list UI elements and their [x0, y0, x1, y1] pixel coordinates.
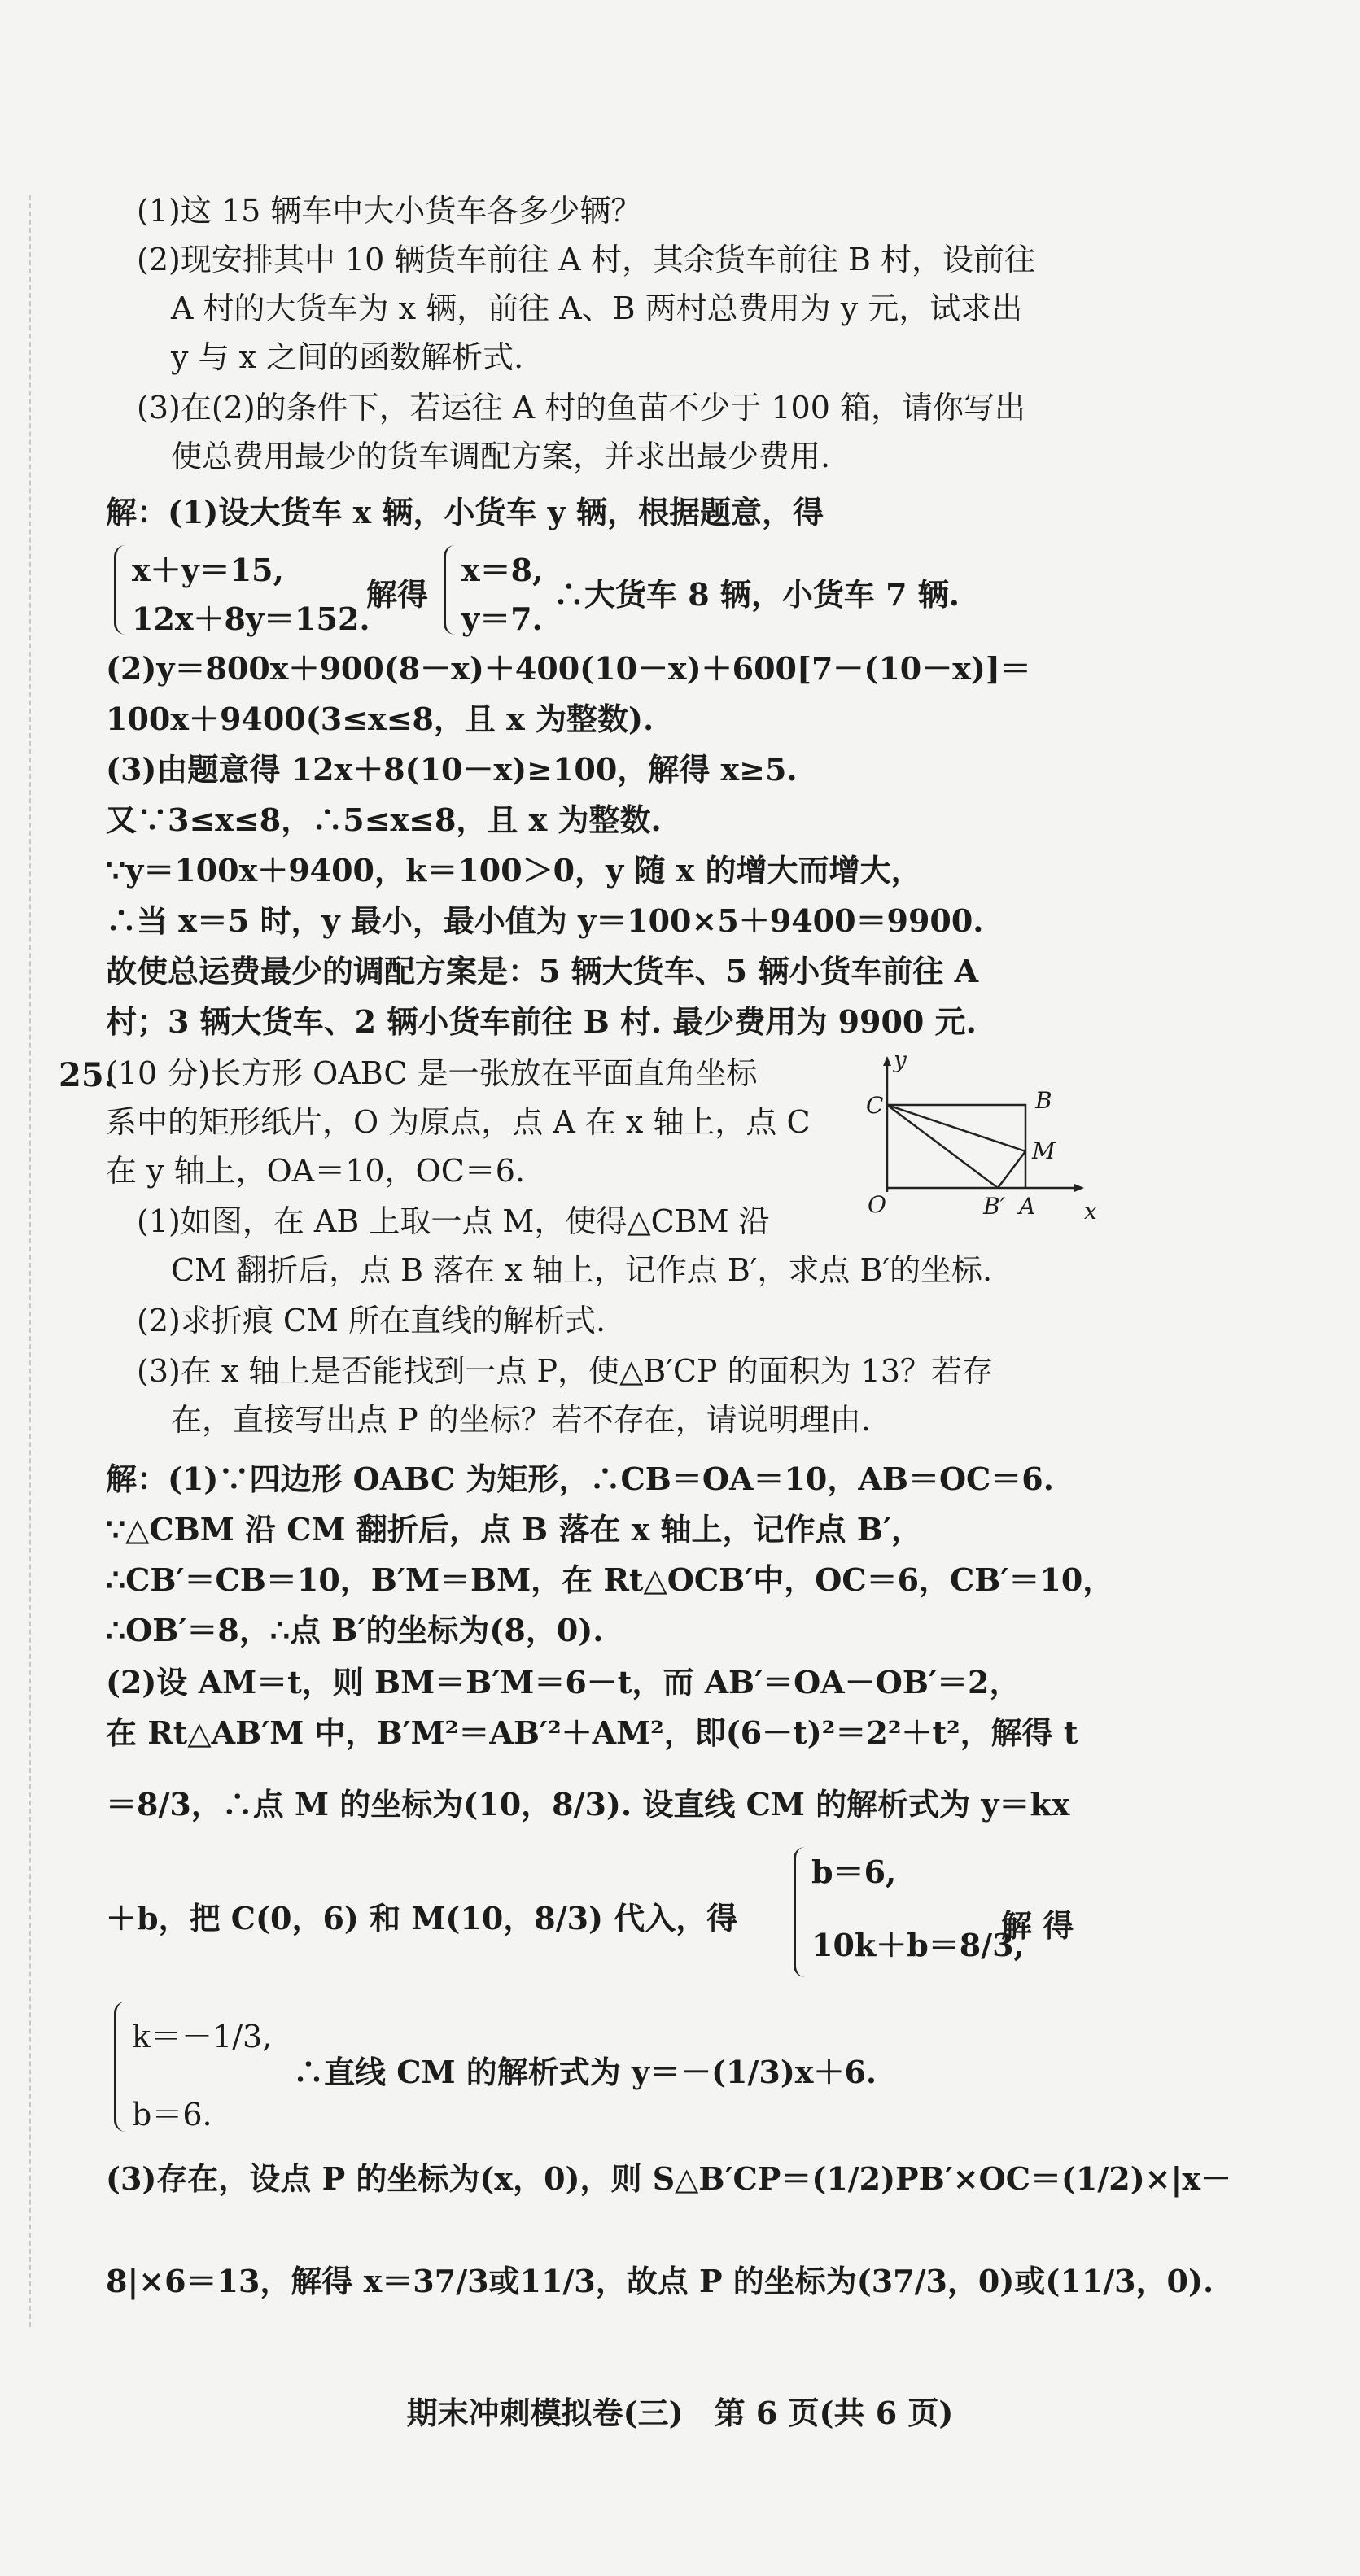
q25-part3-line2: 在，直接写出点 P 的坐标？若不存在，请说明理由. [171, 1402, 871, 1438]
label-a: A [1019, 1193, 1036, 1220]
y-axis-arrow [883, 1056, 891, 1066]
x-axis-arrow [1074, 1184, 1084, 1192]
q25-part1-line1: (1)如图，在 AB 上取一点 M，使得△CBM 沿 [137, 1203, 770, 1239]
q24-solution-3f: 村；3 辆大货车、2 辆小货车前往 B 村. 最少费用为 9900 元. [106, 1003, 977, 1040]
equation-b: b＝6, [811, 1853, 897, 1890]
figure-svg [863, 1050, 1099, 1237]
brace-left [114, 2002, 128, 2132]
q24-part3-line2: 使总费用最少的货车调配方案，并求出最少费用. [171, 439, 831, 474]
q25-number: 25. [59, 1056, 116, 1094]
equation-10k: 10k＋b＝8/3, [811, 1927, 1025, 1963]
label-b-prime: B′ [983, 1193, 1005, 1220]
q25-solution-1b: ∵△CBM 沿 CM 翻折后，点 B 落在 x 轴上，记作点 B′， [106, 1511, 922, 1548]
brace-left [794, 1847, 807, 1977]
label-x: x [1084, 1198, 1097, 1225]
q25-solution-2a: (2)设 AM＝t，则 BM＝B′M＝6－t，而 AB′＝OA－OB′＝2， [106, 1664, 1021, 1701]
q25-stem-3: 在 y 轴上，OA＝10，OC＝6. [106, 1153, 526, 1189]
solution-y: y＝7. [461, 600, 543, 637]
q24-part2-line2: A 村的大货车为 x 辆，前往 A、B 两村总费用为 y 元，试求出 [171, 290, 1023, 326]
fold-line-cm [887, 1105, 1025, 1151]
solve-word-2: 解 得 [1001, 1907, 1074, 1944]
q24-solution-3c: ∵y＝100x＋9400，k＝100＞0，y 随 x 的增大而增大， [106, 852, 922, 889]
q24-solution-2b: 100x＋9400(3≤x≤8，且 x 为整数). [106, 701, 654, 737]
solve-word: 解得 [366, 576, 429, 613]
q25-solution-3a: (3)存在，设点 P 的坐标为(x，0)，则 S△B′CP＝(1/2)PB′×OC＝(1/2)×|x－ [106, 2160, 1231, 2197]
solution-k: k＝－1/3, [132, 2019, 273, 2054]
solution-x: x＝8, [461, 552, 544, 588]
q24-solution-intro: 解：(1)设大货车 x 辆，小货车 y 辆，根据题意，得 [106, 494, 824, 530]
q24-solution-3e: 故使总运费最少的调配方案是：5 辆大货车、5 辆小货车前往 A [106, 953, 979, 989]
q24-solution-3b: 又∵3≤x≤8，∴5≤x≤8，且 x 为整数. [106, 801, 662, 838]
q25-part3-line1: (3)在 x 轴上是否能找到一点 P，使△B′CP 的面积为 13？若存 [137, 1353, 993, 1389]
q24-solution-3a: (3)由题意得 12x＋8(10－x)≥100，解得 x≥5. [106, 751, 798, 788]
q25-line-equation: ∴直线 CM 的解析式为 y＝－(1/3)x＋6. [293, 2054, 877, 2090]
rectangle-edges [887, 1105, 1025, 1188]
q24-solution-3d: ∴当 x＝5 时，y 最小，最小值为 y＝100×5＋9400＝9900. [106, 902, 984, 939]
q25-solution-1d: ∴OB′＝8，∴点 B′的坐标为(8，0). [106, 1612, 604, 1648]
solution-b: b＝6. [132, 2097, 212, 2133]
label-c: C [866, 1092, 884, 1119]
brace-left [114, 545, 128, 635]
label-b: B [1035, 1087, 1052, 1114]
q25-solution-3b: 8|×6＝13，解得 x＝37/3或11/3，故点 P 的坐标为(37/3，0)或(11/3，0). [106, 2263, 1214, 2299]
q25-solution-1c: ∴CB′＝CB＝10，B′M＝BM，在 Rt△OCB′中，OC＝6，CB′＝10， [106, 1561, 1114, 1598]
q24-part2-line1: (2)现安排其中 10 辆货车前往 A 村，其余货车前往 B 村，设前往 [137, 242, 1036, 277]
q24-answer-1: ∴大货车 8 辆，小货车 7 辆. [553, 576, 960, 613]
equation-2: 12x＋8y＝152. [132, 600, 370, 637]
q24-solution-2a: (2)y＝800x＋900(8－x)＋400(10－x)＋600[7－(10－x)]＝ [106, 650, 1031, 687]
label-m: M [1032, 1137, 1056, 1164]
q24-part1: (1)这 15 辆车中大小货车各多少辆？ [137, 193, 642, 229]
binding-margin-line [29, 195, 31, 2327]
line-cb-prime [887, 1105, 998, 1188]
line-b-prime-m [998, 1151, 1025, 1188]
page-footer: 期末冲刺模拟卷(三) 第 6 页(共 6 页) [406, 2395, 954, 2431]
label-o: O [868, 1191, 886, 1218]
q25-stem-2: 系中的矩形纸片，O 为原点，点 A 在 x 轴上，点 C [106, 1104, 811, 1140]
equation-1: x＋y＝15, [132, 552, 284, 588]
brace-left [444, 545, 457, 635]
q25-solution-2b: 在 Rt△AB′M 中，B′M²＝AB′²＋AM²，即(6－t)²＝2²＋t²，解得 t [106, 1714, 1078, 1751]
coordinate-figure [863, 1050, 1099, 1237]
q25-part2: (2)求折痕 CM 所在直线的解析式. [137, 1303, 606, 1338]
label-y: y [894, 1050, 907, 1073]
q25-part1-line2: CM 翻折后，点 B 落在 x 轴上，记作点 B′，求点 B′的坐标. [171, 1252, 993, 1288]
q25-solution-2c: ＝8/3，∴点 M 的坐标为(10，8/3). 设直线 CM 的解析式为 y＝kx [106, 1786, 1070, 1823]
q25-solution-1a: 解：(1)∵四边形 OABC 为矩形，∴CB＝OA＝10，AB＝OC＝6. [106, 1460, 1054, 1497]
q24-part3-line1: (3)在(2)的条件下，若运往 A 村的鱼苗不少于 100 箱，请你写出 [137, 390, 1025, 426]
q25-stem-1: (10 分)长方形 OABC 是一张放在平面直角坐标 [106, 1055, 758, 1091]
q25-solution-2d: ＋b，把 C(0，6) 和 M(10，8/3) 代入，得 [106, 1900, 738, 1936]
q24-part2-line3: y 与 x 之间的函数解析式. [171, 339, 524, 375]
